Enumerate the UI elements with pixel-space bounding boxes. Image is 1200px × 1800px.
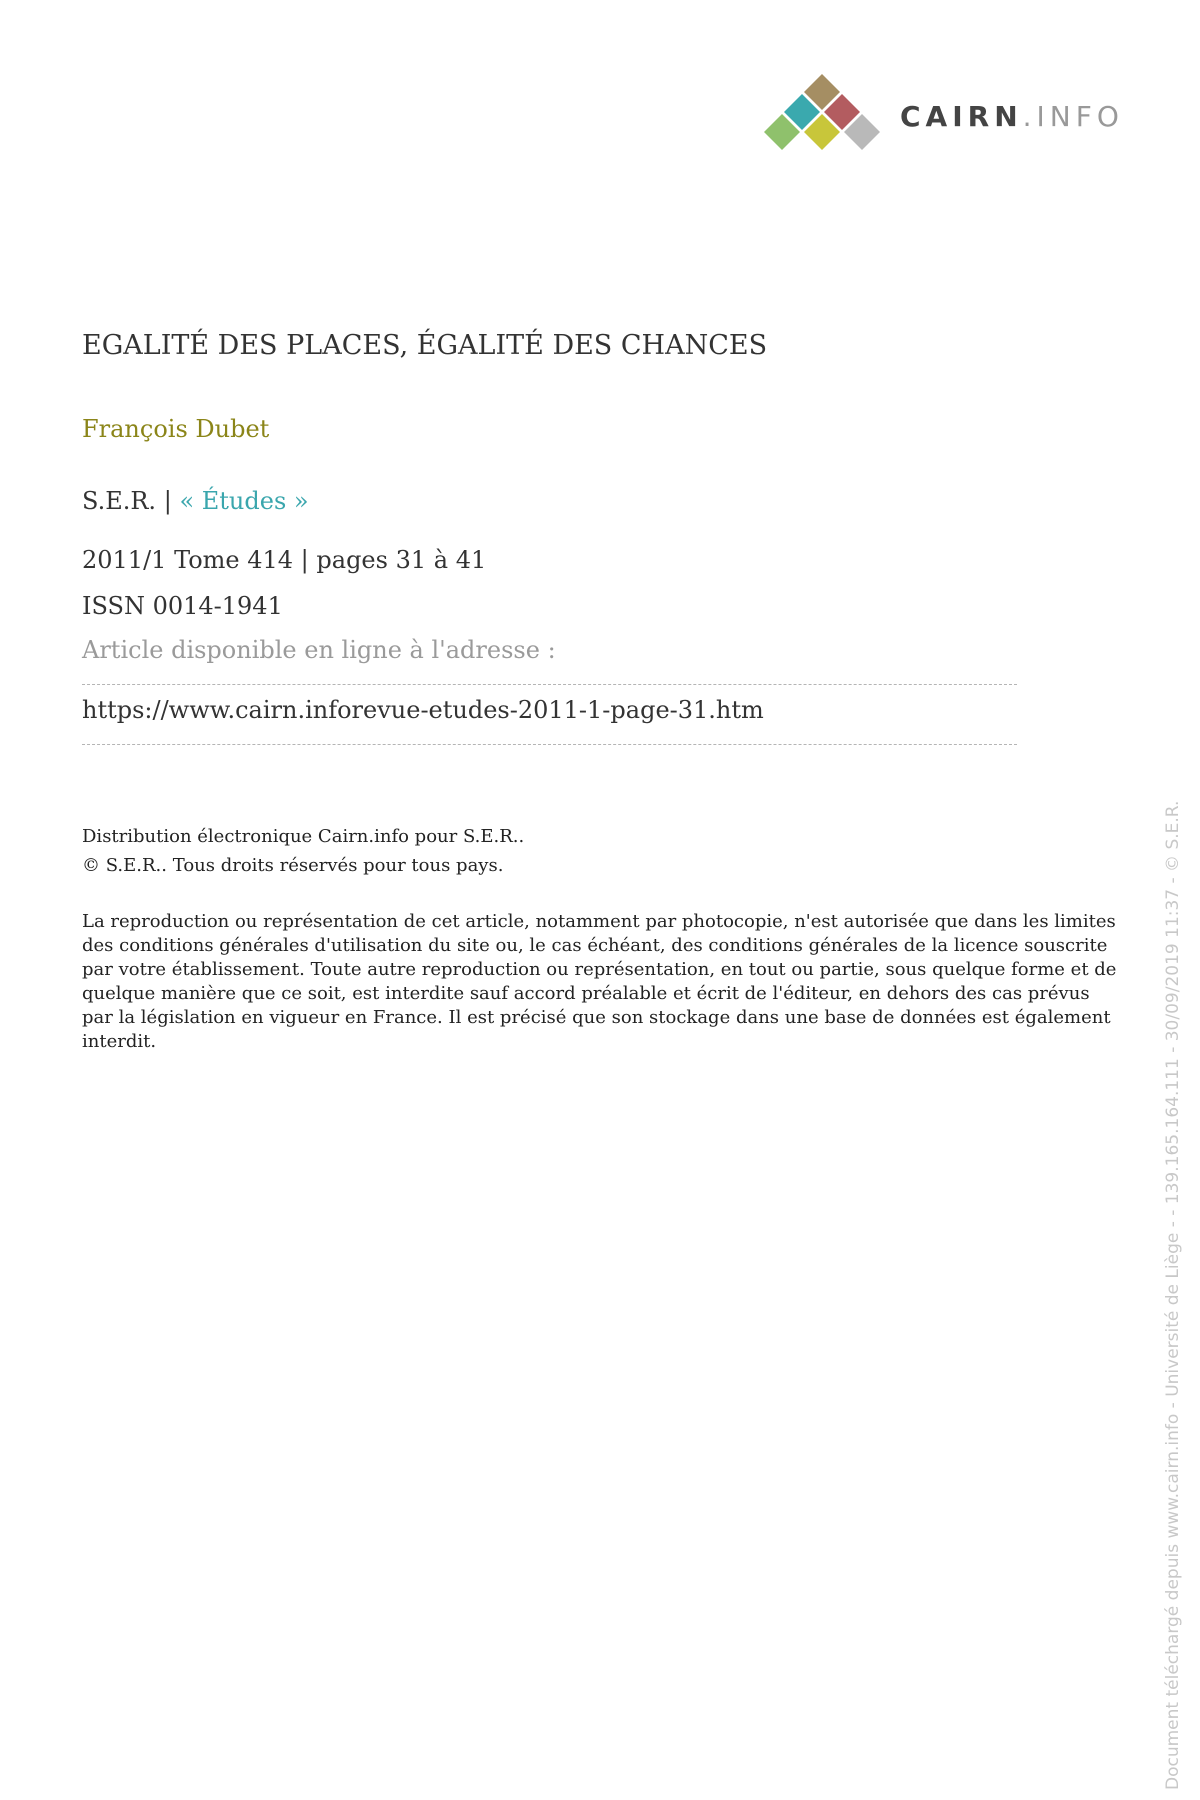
distribution-notice (82, 822, 524, 880)
publisher: S.E.R. (82, 487, 157, 515)
issue-info: 2011/1 Tome 414 | pages 31 à 41 (82, 546, 487, 574)
article-author[interactable]: François Dubet (82, 415, 270, 443)
legal-notice: La reproduction ou représentation de cet article, notamment par photocopie, n'est autorisée que dans les limites des conditions générales d'utilisation du site ou, le cas échéant, des conditions générales de la licence souscrite par votre établissement. Toute autre reproduction ou représentation, en tout ou partie, sous quelque forme et de quelque manière que ce soit, est interdite sauf accord préalable et écrit de l'éditeur, en dehors des cas prévus par la législation en vigueur en France. Il est précisé que son stockage dans une base de données est également interdit. (82, 911, 1117, 1052)
download-watermark: Document téléchargé depuis www.cairn.info - Université de Liège - - 139.165.164.111 - 30/09/2019 11:37 - © S.E.R. (1163, 800, 1183, 1790)
distribution-line: Distribution électronique Cairn.info pour S.E.R.. (82, 826, 525, 847)
journal-line (82, 487, 309, 515)
journal-link[interactable]: « Études » (179, 487, 309, 515)
cairn-logo-icon (760, 72, 885, 162)
logo-wordmark (900, 100, 1124, 133)
url-divider-top (82, 684, 1017, 685)
logo-suffix: .INFO (1022, 100, 1124, 133)
cairn-logo[interactable] (760, 72, 1124, 162)
copyright-line: © S.E.R.. Tous droits réservés pour tous pays. (82, 855, 504, 876)
logo-brand: CAIRN (900, 100, 1023, 133)
url-divider-bottom (82, 744, 1017, 745)
journal-separator: | (163, 487, 172, 515)
article-url-link[interactable]: https://www.cairn.inforevue-etudes-2011-1-page-31.htm (82, 696, 764, 724)
article-title: EGALITÉ DES PLACES, ÉGALITÉ DES CHANCES (82, 330, 768, 361)
availability-label: Article disponible en ligne à l'adresse : (82, 636, 556, 664)
issn: ISSN 0014-1941 (82, 592, 283, 620)
